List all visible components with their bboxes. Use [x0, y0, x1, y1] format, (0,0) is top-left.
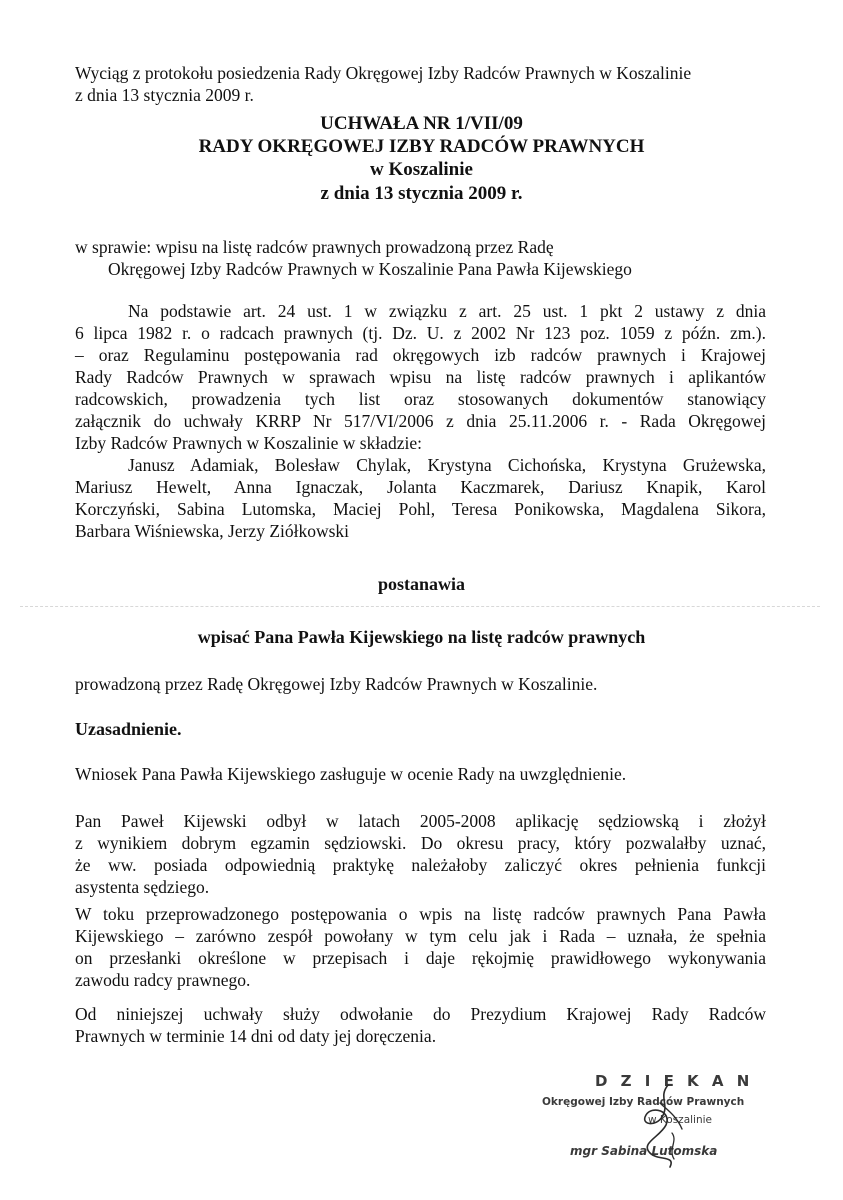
stamp-title: D Z I E K A N: [595, 1072, 754, 1090]
justification-p2-line-1: Pan Paweł Kijewski odbył w latach 2005-2008 aplikację sędziowską i złożył: [75, 811, 766, 831]
justification-heading: Uzasadnienie.: [75, 719, 182, 739]
basis-line-7: Izby Radców Prawnych w Koszalinie w składzie:: [75, 433, 422, 453]
basis-line-3: – oraz Regulaminu postępowania rad okręgowych izb radców prawnych i Krajowej: [75, 345, 766, 365]
resolution-number: UCHWAŁA NR 1/VII/09: [320, 113, 523, 134]
basis-line-6: załącznik do uchwały KRRP Nr 517/VI/2006 z dnia 25.11.2006 r. - Rada Okręgowej: [75, 411, 766, 431]
scan-artifact-line: [20, 606, 820, 607]
justification-p2-line-4: asystenta sędziego.: [75, 877, 210, 897]
justification-p2-line-3: że ww. posiada odpowiednią praktykę należałoby zaliczyć okres pełnienia funkcji: [75, 855, 766, 875]
members-line-3: Korczyński, Sabina Lutomska, Maciej Pohl, Teresa Ponikowska, Magdalena Sikora,: [75, 499, 766, 519]
council-name: RADY OKRĘGOWEJ IZBY RADCÓW PRAWNYCH: [198, 136, 645, 157]
basis-line-2: 6 lipca 1982 r. o radcach prawnych (tj. Dz. U. z 2002 Nr 123 poz. 1059 z późn. zm.).: [75, 323, 766, 343]
stamp-location: w Koszalinie: [648, 1114, 712, 1126]
protocol-extract-line-1: Wyciąg z protokołu posiedzenia Rady Okręgowej Izby Radców Prawnych w Koszalinie: [75, 63, 692, 83]
justification-p4-line-1: Od niniejszej uchwały służy odwołanie do Prezydium Krajowej Rady Radców: [75, 1004, 766, 1024]
justification-p3-line-1: W toku przeprowadzonego postępowania o wpis na listę radców prawnych Pana Pawła: [75, 904, 766, 924]
protocol-extract-line-2: z dnia 13 stycznia 2009 r.: [75, 85, 254, 105]
stamp-name: mgr Sabina Lutomska: [570, 1144, 718, 1158]
resolution-date: z dnia 13 stycznia 2009 r.: [320, 183, 523, 204]
justification-p3-line-2: Kijewskiego – zarówno zespół powołany w tym celu jak i Rada – uznała, że spełnia: [75, 926, 766, 946]
justification-p3-line-4: zawodu radcy prawnego.: [75, 970, 251, 990]
decision-label: postanawia: [377, 574, 466, 594]
members-line-1: Janusz Adamiak, Bolesław Chylak, Krystyna Cichońska, Krystyna Grużewska,: [128, 455, 766, 475]
members-line-4: Barbara Wiśniewska, Jerzy Ziółkowski: [75, 521, 350, 541]
basis-line-4: Rady Radców Prawnych w sprawach wpisu na listę radców prawnych i aplikantów: [75, 367, 766, 387]
subject-line-1: w sprawie: wpisu na listę radców prawnych prowadzoną przez Radę: [75, 237, 554, 257]
decision-resolution: wpisać Pana Pawła Kijewskiego na listę radców prawnych: [197, 627, 646, 647]
decision-continuation: prowadzoną przez Radę Okręgowej Izby Radców Prawnych w Koszalinie.: [75, 674, 598, 694]
justification-p2-line-2: z wynikiem dobrym egzamin sędziowski. Do okresu pracy, który pozwalałby uznać,: [75, 833, 766, 853]
basis-line-5: radcowskich, prowadzenia tych list oraz stosowanych dokumentów stanowiący: [75, 389, 766, 409]
members-line-2: Mariusz Hewelt, Anna Ignaczak, Jolanta Kaczmarek, Dariusz Knapik, Karol: [75, 477, 766, 497]
basis-line-1: Na podstawie art. 24 ust. 1 w związku z art. 25 ust. 1 pkt 2 ustawy z dnia: [128, 301, 766, 321]
subject-line-2: Okręgowej Izby Radców Prawnych w Koszalinie Pana Pawła Kijewskiego: [108, 259, 632, 279]
justification-paragraph-1: Wniosek Pana Pawła Kijewskiego zasługuje w ocenie Rady na uwzględnienie.: [75, 764, 627, 784]
stamp-institution: Okręgowej Izby Radców Prawnych: [542, 1096, 745, 1108]
handwritten-signature: [610, 1075, 710, 1175]
justification-p3-line-3: on przesłanki określone w przepisach i daje rękojmię prawidłowego wykonywania: [75, 948, 766, 968]
justification-p4-line-2: Prawnych w terminie 14 dni od daty jej doręczenia.: [75, 1026, 437, 1046]
council-location: w Koszalinie: [370, 159, 473, 180]
